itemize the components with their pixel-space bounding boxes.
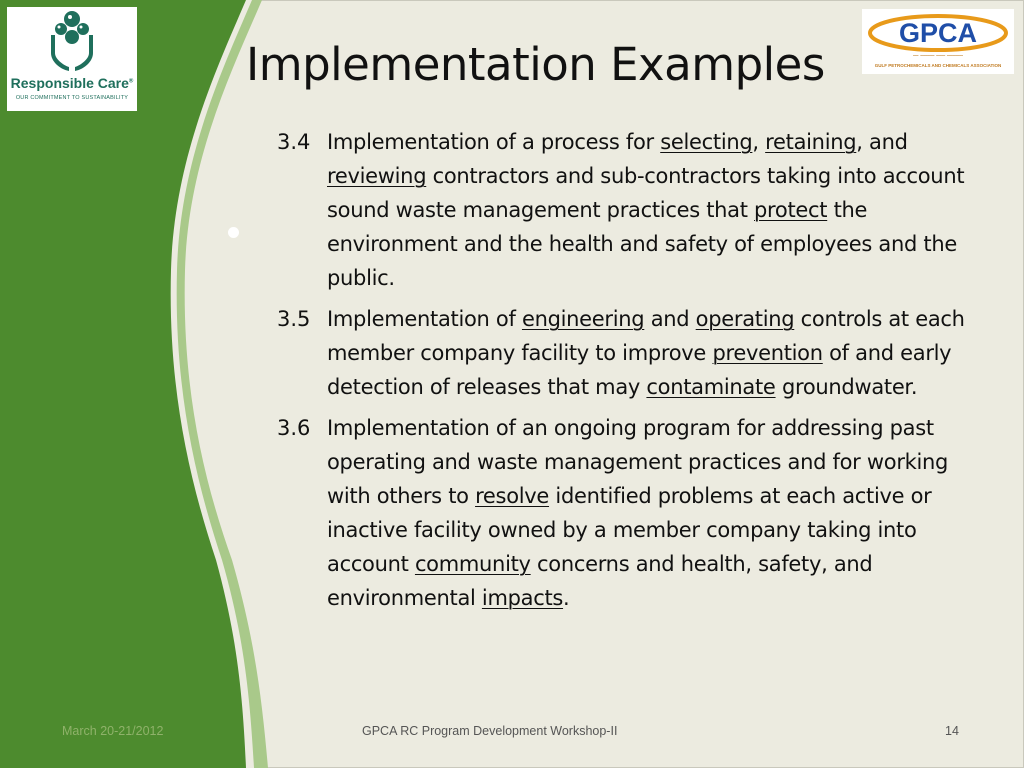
text-segment: and [644,307,696,331]
text-segment: , [752,130,766,154]
text-segment: groundwater. [775,375,918,399]
hands-holding-molecule-icon [7,7,137,73]
gpca-oval-logo-icon [862,9,1014,61]
responsible-care-name: Responsible Care® [10,75,134,91]
text-segment: concerns and health, safety, and environmental [327,552,873,610]
underlined-keyword: community [414,552,531,576]
gpca-logo [862,9,1014,74]
underlined-keyword: operating [695,307,795,331]
item-number: 3.5 [277,307,311,331]
text-segment: Implementation of [327,307,522,331]
text-segment: contractors and sub-contractors taking into account sound waste management practices that [327,164,965,222]
underlined-keyword: contaminate [646,375,776,399]
item-number: 3.6 [277,416,311,440]
underlined-keyword: selecting [660,130,753,154]
text-segment: of and early detection of releases that may [327,341,952,399]
responsible-care-logo [7,7,137,111]
gpca-logo-text: GPCA [898,18,978,48]
green-sidebar-decoration [0,0,280,768]
footer-date: March 20-21/2012 [62,724,164,738]
item-number: 3.4 [277,130,311,154]
underlined-keyword: resolve [475,484,550,508]
footer-event: GPCA RC Program Development Workshop-II [362,724,618,738]
text-segment: Implementation of an ongoing program for addressing past operating and waste management practices and for working with others to [327,416,949,508]
list-item [277,125,989,295]
text-segment: controls at each member company facility to improve [327,307,965,365]
list-item [277,411,989,615]
text-segment: . [563,586,570,610]
underlined-keyword: protect [754,198,828,222]
underlined-keyword: impacts [481,586,564,610]
text-segment: the environment and the health and safety of employees and the public. [327,198,957,290]
implementation-list [277,125,989,622]
bullet-dot [228,227,239,238]
item-text [327,411,989,615]
responsible-care-tagline: OUR COMMITMENT TO SUSTAINABILITY [15,95,129,101]
gpca-tagline: GULF PETROCHEMICALS AND CHEMICALS ASSOCIATION [874,63,1002,68]
text-segment: identified problems at each active or inactive facility owned by a member company taking into account [327,484,932,576]
text-segment: , and [856,130,908,154]
slide-number: 14 [945,724,959,738]
item-text [327,125,989,295]
svg-text:ـــــــــ ـــــ ــــــــ ـــ: ـــــــــ ـــــ ــــــــ ـــ [913,51,963,58]
underlined-keyword: reviewing [327,164,427,188]
text-segment: Implementation of a process for [327,130,661,154]
underlined-keyword: retaining [765,130,857,154]
list-item [277,302,989,404]
item-text [327,302,989,404]
underlined-keyword: engineering [521,307,645,331]
underlined-keyword: prevention [712,341,823,365]
slide-title: Implementation Examples [246,38,825,91]
